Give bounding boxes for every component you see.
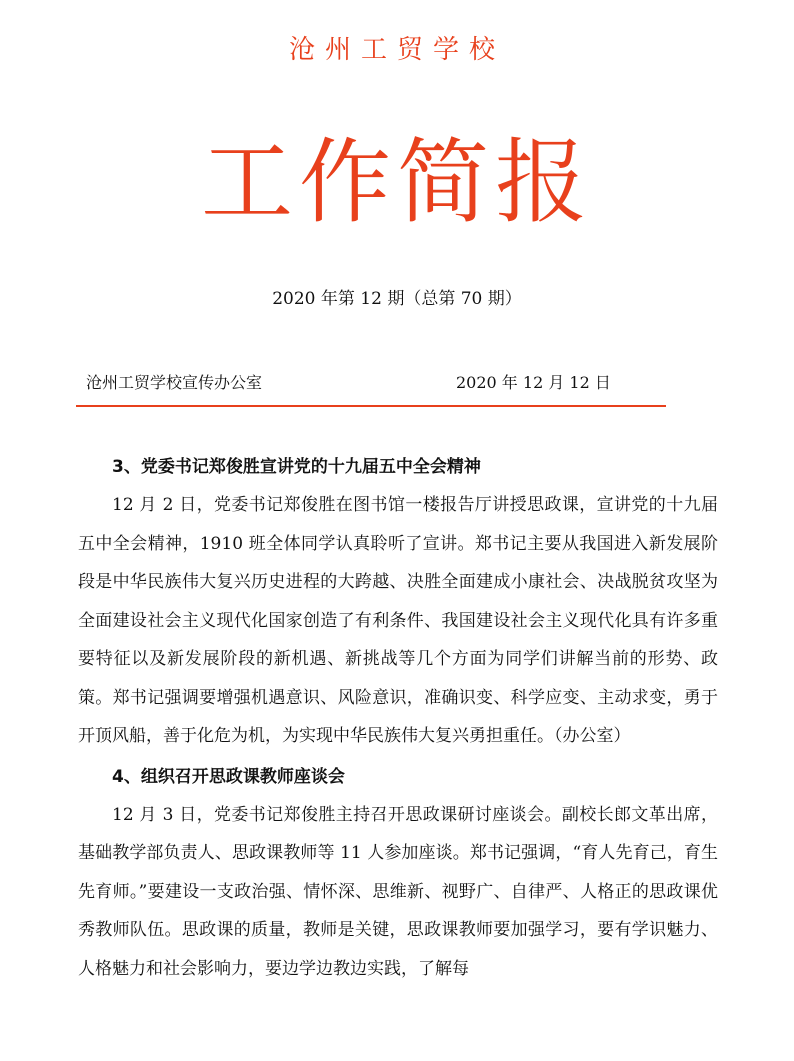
bulletin-content [78,448,718,990]
section-body: 12 月 3 日，党委书记郑俊胜主持召开思政课研讨座谈会。副校长郎文革出席，基础教学部负责人、思政课教师等 11 人参加座谈。郑书记强调，“育人先育己，育生先育师。”要建设一支政治强、情怀深、思维新、视野广、自律严、人格正的思政课优秀教师队伍。思政课的质量，教师是关键，思政课教师要加强学习，要有学识魅力、人格魅力和社会影响力，要边学边教边实践，了解每 [78,804,718,979]
section-heading: 3、党委书记郑俊胜宣讲党的十九届五中全会精神 [112,457,481,477]
section-3 [78,448,718,756]
publishing-office: 沧州工贸学校宣传办公室 [86,373,263,392]
school-name: 沧州工贸学校 [288,35,505,65]
issue-number: 2020 年第 12 期（总第 70 期） [272,289,522,309]
header-divider [76,405,666,407]
section-heading: 4、组织召开思政课教师座谈会 [112,766,345,787]
section-body: 12 月 2 日，党委书记郑俊胜在图书馆一楼报告厅讲授思政课，宣讲党的十九届五中全会精神，1910 班全体同学认真聆听了宣讲。郑书记主要从我国进入新发展阶段是中华民族伟大复兴历史进程的大跨越、决胜全面建成小康社会、决战脱贫攻坚为全面建设社会主义现代化国家创造了有利条件、我国建设社会主义现代化具有许多重要特征以及新发展阶段的新机遇、新挑战等几个方面为同学们讲解当前的形势、政策。郑书记强调要增强机遇意识、风险意识，准确识变、科学应变、主动求变，勇于开顶风船，善于化危为机，为实现中华民族伟大复兴勇担重任。（办公室） [78,495,718,746]
bulletin-title: 工作简报 [200,129,593,236]
publish-date: 2020 年 12 月 12 日 [456,373,611,392]
section-4 [78,758,718,989]
